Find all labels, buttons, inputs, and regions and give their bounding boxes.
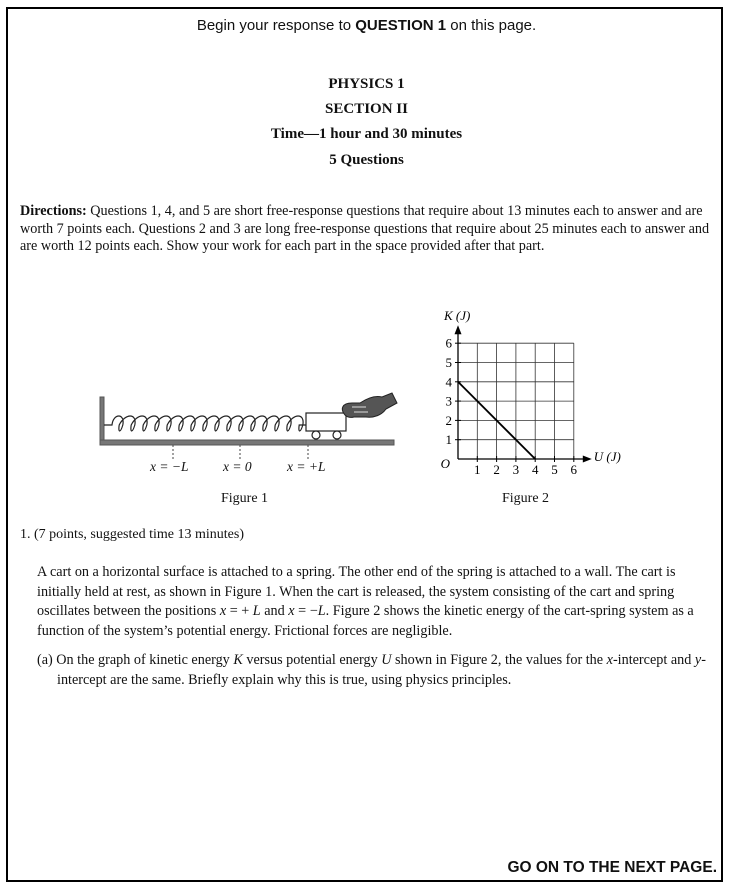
y-tick-label: 3 <box>445 393 452 409</box>
x-tick-label: 5 <box>551 462 558 477</box>
cart <box>306 413 346 439</box>
section-time: Time—1 hour and 30 minutes <box>270 126 463 142</box>
begin-response-notice: Begin your response to QUESTION 1 on this page. <box>196 17 537 34</box>
section-number: SECTION II <box>325 101 408 117</box>
figure-2-energy-graph <box>430 300 650 485</box>
origin-label: O <box>440 456 450 471</box>
go-on-next-page: GO ON TO THE NEXT PAGE. <box>507 859 717 876</box>
wall <box>100 397 104 445</box>
x-axis-arrow <box>583 456 592 463</box>
x-tick-label: 1 <box>474 462 481 477</box>
x-tick-label: 2 <box>493 462 500 477</box>
section-subject: PHYSICS 1 <box>328 76 405 92</box>
question-heading: 1. (7 points, suggested time 13 minutes) <box>20 527 244 542</box>
x-tick-label: 3 <box>512 462 520 477</box>
y-tick-label: 4 <box>445 374 452 390</box>
floor <box>100 440 394 445</box>
hand-icon <box>342 393 397 417</box>
x-tick-label: 6 <box>570 462 578 477</box>
question-stem: A cart on a horizontal surface is attached to a spring. The other end of the spring is attached to a wall. The cart is initially held at rest, as shown in Figure 1. When the cart is released, the system consisting of the cart and spring oscillates between the positions x = + L and x = −L. Figure 2 shows the kinetic energy of the cart-spring system as a function of the system’s potential energy. Frictional forces are negligible. <box>37 564 694 639</box>
label-x-zero: x = 0 <box>223 459 252 474</box>
y-tick-label: 5 <box>445 355 452 370</box>
y-tick-label: 2 <box>445 412 452 428</box>
cart-wheel <box>333 431 341 439</box>
x-tick-label: 4 <box>531 462 539 477</box>
spring <box>104 416 306 431</box>
section-question-count: 5 Questions <box>329 152 404 168</box>
y-tick-label: 1 <box>445 432 452 448</box>
question-part-a: (a) On the graph of kinetic energy K versus potential energy U shown in Figure 2, the values for the x-intercept and y-intercept are the same. Briefly explain why this is true, using physics principles. <box>37 652 706 688</box>
x-axis-label: U (J) <box>593 449 621 464</box>
y-axis-label: K (J) <box>444 308 471 324</box>
figure-2-caption: Figure 2 <box>502 491 550 506</box>
directions: Directions: Questions 1, 4, and 5 are short free-response questions that require about 13 minutes each to answer and are worth 7 points each. Questions 2 and 3 are long free-response questions that require about 25 minutes each to answer and are worth 12 points each. Show your work for each part in the space provided after that part. <box>20 203 710 254</box>
cart-wheel <box>312 431 320 439</box>
figure-1-caption: Figure 1 <box>221 491 269 506</box>
y-axis-arrow <box>455 325 462 334</box>
label-x-neg-L: x = −L <box>150 459 189 474</box>
label-x-pos-L: x = +L <box>287 459 326 474</box>
y-tick-label: 6 <box>445 335 452 351</box>
